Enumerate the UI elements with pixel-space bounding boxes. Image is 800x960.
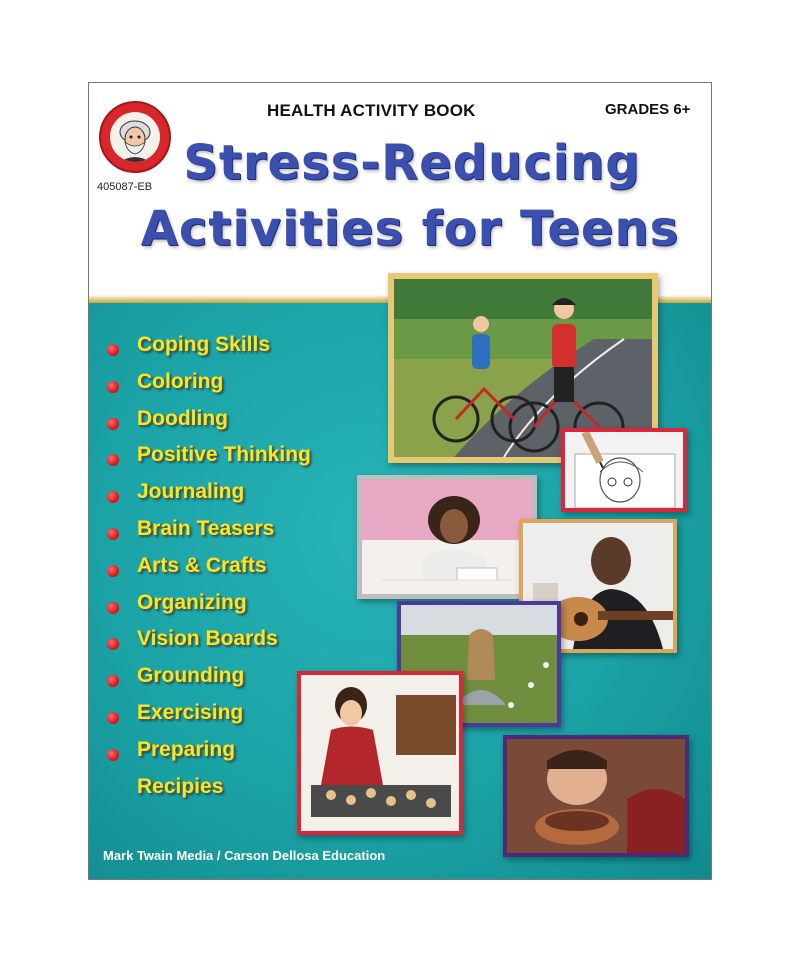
product-code: 405087-EB: [97, 181, 153, 193]
bullet-icon: [107, 528, 119, 540]
book-cover: [88, 82, 712, 880]
bullet-icon: [107, 675, 119, 687]
list-item: [103, 407, 311, 444]
activity-label: Preparing: [137, 737, 236, 761]
cover-header: [89, 83, 711, 301]
activity-label: Journaling: [137, 480, 245, 504]
photo-baking: [297, 671, 463, 835]
bullet-icon: [107, 749, 119, 761]
list-item: [103, 370, 311, 407]
photo-drawing: [561, 428, 687, 512]
grade-level: GRADES 6+: [605, 101, 691, 118]
list-item: [103, 775, 311, 812]
bullet-icon: [107, 602, 119, 614]
activity-list: [103, 333, 311, 811]
journaling-image: [362, 480, 532, 594]
drawing-image: [565, 432, 683, 508]
activity-label: Positive Thinking: [137, 443, 311, 467]
list-item: [103, 333, 311, 370]
list-item: [103, 554, 311, 591]
photo-pottery: [503, 735, 689, 857]
activity-label: Vision Boards: [137, 627, 278, 651]
bullet-icon: [107, 712, 119, 724]
bullet-icon: [107, 344, 119, 356]
publisher-name: Mark Twain Media / Carson Dellosa Education: [103, 848, 386, 863]
photo-journaling: [357, 475, 537, 599]
pottery-image: [507, 739, 685, 853]
list-item: [103, 591, 311, 628]
title-line-2: Activities for Teens: [140, 201, 680, 257]
activity-label: Grounding: [137, 664, 245, 688]
book-type: HEALTH ACTIVITY BOOK: [267, 101, 476, 120]
bullet-icon: [107, 418, 119, 430]
list-item: [103, 627, 311, 664]
activity-label: Recipies: [137, 774, 224, 798]
activity-label: Brain Teasers: [137, 516, 275, 540]
activity-label: Coping Skills: [137, 333, 271, 356]
activity-label: Organizing: [137, 590, 247, 614]
activity-label: Doodling: [137, 406, 228, 430]
list-item: [103, 738, 311, 775]
list-item: [103, 701, 311, 738]
title-line-1: Stress-Reducing: [183, 135, 641, 191]
bullet-icon: [107, 454, 119, 466]
activity-label: Arts & Crafts: [137, 553, 267, 577]
bullet-icon: [107, 565, 119, 577]
list-item: [103, 443, 311, 480]
list-item: [103, 664, 311, 701]
list-item: [103, 480, 311, 517]
list-item: [103, 517, 311, 554]
activity-label: Exercising: [137, 700, 244, 724]
bullet-icon: [107, 638, 119, 650]
bullet-icon: [107, 491, 119, 503]
bullet-icon: [107, 381, 119, 393]
baking-image: [301, 675, 459, 831]
activity-label: Coloring: [137, 369, 224, 393]
